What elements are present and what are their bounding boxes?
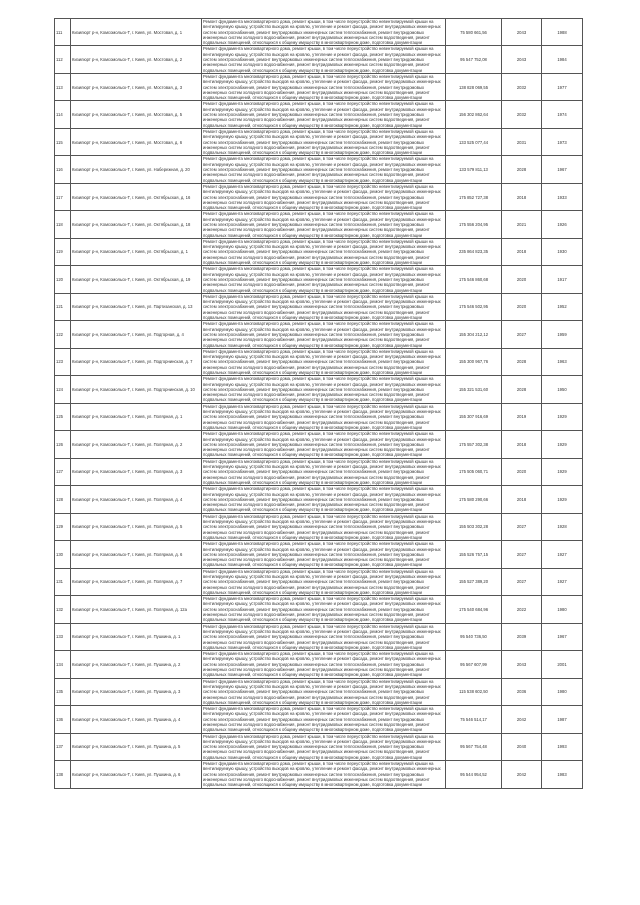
table-row (55, 568, 583, 595)
works-description-cell: Ремонт фундамента многоквартирного дома, ремонт крыши, в том числе переустройство невентилируемой крыши на вентилируемую крышу, устройство выходов на кровлю, утепление и ремонт фасада, ремонт внутридомовых инженерных систем электроснабжения, ремонт внутридомовых инженерных систем теплоснабжения, ремонт внутридомовых инженерных систем холодного водоснабжения, ремонт внутридомовых инженерных систем водоотведения, ремонт подвальных помещений, относящихся к общему имуществу в многоквартирном доме, подготовка документации (202, 651, 446, 678)
address-cell: Кизилюрт р-н, Комсомольск-Т, г. Киев, ул. Полярная, д. 6 (71, 541, 202, 568)
construction-year-cell: 1977 (542, 73, 583, 100)
table-row (55, 431, 583, 458)
cost-cell: 155 503 302,28 (446, 513, 502, 540)
construction-year-cell: 1950 (542, 376, 583, 403)
construction-year-cell: 1926 (542, 211, 583, 238)
planned-year-cell: 2028 (502, 376, 542, 403)
works-description-cell: Ремонт фундамента многоквартирного дома, ремонт крыши, в том числе переустройство невентилируемой крыши на вентилируемую крышу, устройство выходов на кровлю, утепление и ремонт фасада, ремонт внутридомовых инженерных систем электроснабжения, ремонт внутридомовых инженерных систем теплоснабжения, ремонт внутридомовых инженерных систем холодного водоснабжения, ремонт внутридомовых инженерных систем водоотведения, ремонт подвальных помещений, относящихся к общему имуществу в многоквартирном доме, подготовка документации (202, 101, 446, 128)
planned-year-cell: 2019 (502, 403, 542, 430)
table-row (55, 321, 583, 348)
planned-year-cell: 2039 (502, 623, 542, 650)
cost-cell: 75 580 661,56 (446, 19, 502, 46)
construction-year-cell: 1927 (542, 541, 583, 568)
cost-cell: 133 525 077,44 (446, 128, 502, 155)
planned-year-cell: 2043 (502, 19, 542, 46)
table-row (55, 458, 583, 485)
works-description-cell: Ремонт фундамента многоквартирного дома, ремонт крыши, в том числе переустройство невентилируемой крыши на вентилируемую крышу, устройство выходов на кровлю, утепление и ремонт фасада, ремонт внутридомовых инженерных систем электроснабжения, ремонт внутридомовых инженерных систем теплоснабжения, ремонт внутридомовых инженерных систем холодного водоснабжения, ремонт внутридомовых инженерных систем водоотведения, ремонт подвальных помещений, относящихся к общему имуществу в многоквартирном доме, подготовка документации (202, 403, 446, 430)
row-number-cell: 129 (55, 513, 71, 540)
row-number-cell: 128 (55, 486, 71, 513)
construction-year-cell: 1928 (542, 513, 583, 540)
planned-year-cell: 2020 (502, 266, 542, 293)
row-number-cell: 122 (55, 321, 71, 348)
cost-cell: 156 302 862,64 (446, 101, 502, 128)
construction-year-cell: 1967 (542, 156, 583, 183)
row-number-cell: 132 (55, 596, 71, 623)
construction-year-cell: 1917 (542, 266, 583, 293)
row-number-cell: 135 (55, 678, 71, 705)
table-row (55, 238, 583, 265)
table-row (55, 73, 583, 100)
construction-year-cell: 1933 (542, 183, 583, 210)
address-cell: Кизилюрт р-н, Комсомольск-Т, г. Киев, ул. Пушкина, д. 1 (71, 623, 202, 650)
planned-year-cell: 2043 (502, 651, 542, 678)
construction-year-cell: 1974 (542, 101, 583, 128)
address-cell: Кизилюрт р-н, Комсомольск-Т, г. Киев, ул. Набережная, д. 20 (71, 156, 202, 183)
planned-year-cell: 2027 (502, 568, 542, 595)
row-number-cell: 117 (55, 183, 71, 210)
table-row (55, 513, 583, 540)
cost-cell: 175 852 727,38 (446, 183, 502, 210)
planned-year-cell: 2018 (502, 431, 542, 458)
row-number-cell: 125 (55, 403, 71, 430)
cost-cell: 175 557 302,38 (446, 431, 502, 458)
table-row (55, 348, 583, 375)
planned-year-cell: 2018 (502, 486, 542, 513)
works-description-cell: Ремонт фундамента многоквартирного дома, ремонт крыши, в том числе переустройство невентилируемой крыши на вентилируемую крышу, устройство выходов на кровлю, утепление и ремонт фасада, ремонт внутридомовых инженерных систем электроснабжения, ремонт внутридомовых инженерных систем теплоснабжения, ремонт внутридомовых инженерных систем холодного водоснабжения, ремонт внутридомовых инженерных систем водоотведения, ремонт подвальных помещений, относящихся к общему имуществу в многоквартирном доме, подготовка документации (202, 513, 446, 540)
construction-year-cell: 1973 (542, 128, 583, 155)
planned-year-cell: 2042 (502, 706, 542, 733)
row-number-cell: 116 (55, 156, 71, 183)
construction-year-cell: 1980 (542, 596, 583, 623)
construction-year-cell: 1963 (542, 348, 583, 375)
address-cell: Кизилюрт р-н, Комсомольск-Т, г. Киев, ул. Полярная, д. 12а (71, 596, 202, 623)
works-description-cell: Ремонт фундамента многоквартирного дома, ремонт крыши, в том числе переустройство невентилируемой крыши на вентилируемую крышу, устройство выходов на кровлю, утепление и ремонт фасада, ремонт внутридомовых инженерных систем электроснабжения, ремонт внутридомовых инженерных систем теплоснабжения, ремонт внутридомовых инженерных систем холодного водоснабжения, ремонт внутридомовых инженерных систем водоотведения, ремонт подвальных помещений, относящихся к общему имуществу в многоквартирном доме, подготовка документации (202, 46, 446, 73)
planned-year-cell: 2028 (502, 348, 542, 375)
planned-year-cell: 2040 (502, 733, 542, 760)
planned-year-cell: 2018 (502, 183, 542, 210)
construction-year-cell: 1929 (542, 431, 583, 458)
works-description-cell: Ремонт фундамента многоквартирного дома, ремонт крыши, в том числе переустройство невентилируемой крыши на вентилируемую крышу, устройство выходов на кровлю, утепление и ремонт фасада, ремонт внутридомовых инженерных систем электроснабжения, ремонт внутридомовых инженерных систем теплоснабжения, ремонт внутридомовых инженерных систем холодного водоснабжения, ремонт внутридомовых инженерных систем водоотведения, ремонт подвальных помещений, относящихся к общему имуществу в многоквартирном доме, подготовка документации (202, 431, 446, 458)
row-number-cell: 130 (55, 541, 71, 568)
planned-year-cell: 2032 (502, 101, 542, 128)
cost-cell: 95 567 607,99 (446, 651, 502, 678)
address-cell: Кизилюрт р-н, Комсомольск-Т, г. Киев, ул. Октябрьская, д. 18 (71, 211, 202, 238)
address-cell: Кизилюрт р-н, Комсомольск-Т, г. Киев, ул. Полярная, д. 7 (71, 568, 202, 595)
row-number-cell: 123 (55, 348, 71, 375)
construction-year-cell: 1993 (542, 733, 583, 760)
works-description-cell: Ремонт фундамента многоквартирного дома, ремонт крыши, в том числе переустройство невентилируемой крыши на вентилируемую крышу, устройство выходов на кровлю, утепление и ремонт фасада, ремонт внутридомовых инженерных систем электроснабжения, ремонт внутридомовых инженерных систем теплоснабжения, ремонт внутридомовых инженерных систем холодного водоснабжения, ремонт внутридомовых инженерных систем водоотведения, ремонт подвальных помещений, относящихся к общему имуществу в многоквартирном доме, подготовка документации (202, 156, 446, 183)
cost-cell: 155 300 967,76 (446, 348, 502, 375)
works-description-cell: Ремонт фундамента многоквартирного дома, ремонт крыши, в том числе переустройство невентилируемой крыши на вентилируемую крышу, устройство выходов на кровлю, утепление и ремонт фасада, ремонт внутридомовых инженерных систем электроснабжения, ремонт внутридомовых инженерных систем теплоснабжения, ремонт внутридомовых инженерных систем холодного водоснабжения, ремонт внутридомовых инженерных систем водоотведения, ремонт подвальных помещений, относящихся к общему имуществу в многоквартирном доме, подготовка документации (202, 486, 446, 513)
planned-year-cell: 2022 (502, 596, 542, 623)
planned-year-cell: 2032 (502, 73, 542, 100)
cost-cell: 75 546 514,17 (446, 706, 502, 733)
construction-year-cell: 1930 (542, 238, 583, 265)
cost-cell: 175 580 290,66 (446, 486, 502, 513)
table-row (55, 541, 583, 568)
cost-cell: 115 538 602,50 (446, 678, 502, 705)
address-cell: Кизилюрт р-н, Комсомольск-Т, г. Киев, ул. Мостовая, д. 3 (71, 73, 202, 100)
address-cell: Кизилюрт р-н, Комсомольск-Т, г. Киев, ул. Октябрьская, д. 19 (71, 266, 202, 293)
works-description-cell: Ремонт фундамента многоквартирного дома, ремонт крыши, в том числе переустройство невентилируемой крыши на вентилируемую крышу, устройство выходов на кровлю, утепление и ремонт фасада, ремонт внутридомовых инженерных систем электроснабжения, ремонт внутридомовых инженерных систем теплоснабжения, ремонт внутридомовых инженерных систем холодного водоснабжения, ремонт внутридомовых инженерных систем водоотведения, ремонт подвальных помещений, относящихся к общему имуществу в многоквартирном доме, подготовка документации (202, 321, 446, 348)
works-description-cell: Ремонт фундамента многоквартирного дома, ремонт крыши, в том числе переустройство невентилируемой крыши на вентилируемую крышу, устройство выходов на кровлю, утепление и ремонт фасада, ремонт внутридомовых инженерных систем электроснабжения, ремонт внутридомовых инженерных систем теплоснабжения, ремонт внутридомовых инженерных систем холодного водоснабжения, ремонт внутридомовых инженерных систем водоотведения, ремонт подвальных помещений, относящихся к общему имуществу в многоквартирном доме, подготовка документации (202, 458, 446, 485)
address-cell: Кизилюрт р-н, Комсомольск-Т, г. Киев, ул. Подгорная, д. 4 (71, 321, 202, 348)
works-description-cell: Ремонт фундамента многоквартирного дома, ремонт крыши, в том числе переустройство невентилируемой крыши на вентилируемую крышу, устройство выходов на кровлю, утепление и ремонт фасада, ремонт внутридомовых инженерных систем электроснабжения, ремонт внутридомовых инженерных систем теплоснабжения, ремонт внутридомовых инженерных систем холодного водоснабжения, ремонт внутридомовых инженерных систем водоотведения, ремонт подвальных помещений, относящихся к общему имуществу в многоквартирном доме, подготовка документации (202, 128, 446, 155)
construction-year-cell: 1983 (542, 761, 583, 788)
table-row (55, 706, 583, 733)
row-number-cell: 119 (55, 238, 71, 265)
works-description-cell: Ремонт фундамента многоквартирного дома, ремонт крыши, в том числе переустройство невентилируемой крыши на вентилируемую крышу, устройство выходов на кровлю, утепление и ремонт фасада, ремонт внутридомовых инженерных систем электроснабжения, ремонт внутридомовых инженерных систем теплоснабжения, ремонт внутридомовых инженерных систем холодного водоснабжения, ремонт внутридомовых инженерных систем водоотведения, ремонт подвальных помещений, относящихся к общему имуществу в многоквартирном доме, подготовка документации (202, 568, 446, 595)
works-description-cell: Ремонт фундамента многоквартирного дома, ремонт крыши, в том числе переустройство невентилируемой крыши на вентилируемую крышу, устройство выходов на кровлю, утепление и ремонт фасада, ремонт внутридомовых инженерных систем электроснабжения, ремонт внутридомовых инженерных систем теплоснабжения, ремонт внутридомовых инженерных систем холодного водоснабжения, ремонт внутридомовых инженерных систем водоотведения, ремонт подвальных помещений, относящихся к общему имуществу в многоквартирном доме, подготовка документации (202, 376, 446, 403)
works-description-cell: Ремонт фундамента многоквартирного дома, ремонт крыши, в том числе переустройство невентилируемой крыши на вентилируемую крышу, устройство выходов на кровлю, утепление и ремонт фасада, ремонт внутридомовых инженерных систем электроснабжения, ремонт внутридомовых инженерных систем теплоснабжения, ремонт внутридомовых инженерных систем холодного водоснабжения, ремонт внутридомовых инженерных систем водоотведения, ремонт подвальных помещений, относящихся к общему имуществу в многоквартирном доме, подготовка документации (202, 678, 446, 705)
cost-cell: 155 526 757,15 (446, 541, 502, 568)
cost-cell: 175 546 502,95 (446, 293, 502, 320)
works-description-cell: Ремонт фундамента многоквартирного дома, ремонт крыши, в том числе переустройство невентилируемой крыши на вентилируемую крышу, устройство выходов на кровлю, утепление и ремонт фасада, ремонт внутридомовых инженерных систем электроснабжения, ремонт внутридомовых инженерных систем теплоснабжения, ремонт внутридомовых инженерных систем холодного водоснабжения, ремонт внутридомовых инженерных систем водоотведения, ремонт подвальных помещений, относящихся к общему имуществу в многоквартирном доме, подготовка документации (202, 541, 446, 568)
construction-year-cell: 1980 (542, 678, 583, 705)
address-cell: Кизилюрт р-н, Комсомольск-Т, г. Киев, ул. Мостовая, д. 1 (71, 19, 202, 46)
address-cell: Кизилюрт р-н, Комсомольск-Т, г. Киев, ул. Пушкина, д. 4 (71, 706, 202, 733)
cost-cell: 95 544 954,52 (446, 761, 502, 788)
planned-year-cell: 2027 (502, 321, 542, 348)
construction-year-cell: 2001 (542, 651, 583, 678)
cost-cell: 138 828 069,55 (446, 73, 502, 100)
address-cell: Кизилюрт р-н, Комсомольск-Т, г. Киев, ул. Полярная, д. 5 (71, 513, 202, 540)
row-number-cell: 127 (55, 458, 71, 485)
table-row (55, 19, 583, 46)
address-cell: Кизилюрт р-н, Комсомольск-Т, г. Киев, ул. Подгорнинская, д. 7 (71, 348, 202, 375)
planned-year-cell: 2020 (502, 458, 542, 485)
row-number-cell: 111 (55, 19, 71, 46)
table-row (55, 128, 583, 155)
cost-cell: 133 579 811,13 (446, 156, 502, 183)
planned-year-cell: 2031 (502, 128, 542, 155)
row-number-cell: 126 (55, 431, 71, 458)
construction-year-cell: 1929 (542, 458, 583, 485)
works-description-cell: Ремонт фундамента многоквартирного дома, ремонт крыши, в том числе переустройство невентилируемой крыши на вентилируемую крышу, устройство выходов на кровлю, утепление и ремонт фасада, ремонт внутридомовых инженерных систем электроснабжения, ремонт внутридомовых инженерных систем теплоснабжения, ремонт внутридомовых инженерных систем холодного водоснабжения, ремонт внутридомовых инженерных систем водоотведения, ремонт подвальных помещений, относящихся к общему имуществу в многоквартирном доме, подготовка документации (202, 706, 446, 733)
address-cell: Кизилюрт р-н, Комсомольск-Т, г. Киев, ул. Полярная, д. 2 (71, 431, 202, 458)
construction-year-cell: 1967 (542, 623, 583, 650)
address-cell: Кизилюрт р-н, Комсомольск-Т, г. Киев, ул. Мостовая, д. 5 (71, 101, 202, 128)
address-cell: Кизилюрт р-н, Комсомольск-Т, г. Киев, ул. Полярная, д. 1 (71, 403, 202, 430)
repair-program-table (54, 18, 583, 789)
cost-cell: 95 567 754,48 (446, 733, 502, 760)
works-description-cell: Ремонт фундамента многоквартирного дома, ремонт крыши, в том числе переустройство невентилируемой крыши на вентилируемую крышу, устройство выходов на кровлю, утепление и ремонт фасада, ремонт внутридомовых инженерных систем электроснабжения, ремонт внутридомовых инженерных систем теплоснабжения, ремонт внутридомовых инженерных систем холодного водоснабжения, ремонт внутридомовых инженерных систем водоотведения, ремонт подвальных помещений, относящихся к общему имуществу в многоквартирном доме, подготовка документации (202, 73, 446, 100)
address-cell: Кизилюрт р-н, Комсомольск-Т, г. Киев, ул. Пушкина, д. 5 (71, 733, 202, 760)
table-row (55, 623, 583, 650)
address-cell: Кизилюрт р-н, Комсомольск-Т, г. Киев, ул. Полярная, д. 4 (71, 486, 202, 513)
address-cell: Кизилюрт р-н, Комсомольск-Т, г. Киев, ул. Октябрьская, д. 16 (71, 183, 202, 210)
address-cell: Кизилюрт р-н, Комсомольск-Т, г. Киев, ул. Пушкина, д. 2 (71, 651, 202, 678)
row-number-cell: 118 (55, 211, 71, 238)
planned-year-cell: 2027 (502, 513, 542, 540)
address-cell: Кизилюрт р-н, Комсомольск-Т, г. Киев, ул. Пушкина, д. 6 (71, 761, 202, 788)
row-number-cell: 138 (55, 761, 71, 788)
address-cell: Кизилюрт р-н, Комсомольск-Т, г. Киев, ул. Партизанская, д. 13 (71, 293, 202, 320)
table-row (55, 211, 583, 238)
planned-year-cell: 2020 (502, 293, 542, 320)
table-row (55, 293, 583, 320)
construction-year-cell: 1929 (542, 403, 583, 430)
row-number-cell: 124 (55, 376, 71, 403)
table-row (55, 486, 583, 513)
row-number-cell: 121 (55, 293, 71, 320)
table-row (55, 46, 583, 73)
cost-cell: 155 321 531,60 (446, 376, 502, 403)
cost-cell: 175 556 204,95 (446, 211, 502, 238)
row-number-cell: 136 (55, 706, 71, 733)
row-number-cell: 113 (55, 73, 71, 100)
cost-cell: 95 547 752,08 (446, 46, 502, 73)
cost-cell: 175 546 860,68 (446, 266, 502, 293)
planned-year-cell: 2036 (502, 678, 542, 705)
works-description-cell: Ремонт фундамента многоквартирного дома, ремонт крыши, в том числе переустройство невентилируемой крыши на вентилируемую крышу, устройство выходов на кровлю, утепление и ремонт фасада, ремонт внутридомовых инженерных систем электроснабжения, ремонт внутридомовых инженерных систем теплоснабжения, ремонт внутридомовых инженерных систем холодного водоснабжения, ремонт внутридомовых инженерных систем водоотведения, ремонт подвальных помещений, относящихся к общему имуществу в многоквартирном доме, подготовка документации (202, 733, 446, 760)
works-description-cell: Ремонт фундамента многоквартирного дома, ремонт крыши, в том числе переустройство невентилируемой крыши на вентилируемую крышу, устройство выходов на кровлю, утепление и ремонт фасада, ремонт внутридомовых инженерных систем электроснабжения, ремонт внутридомовых инженерных систем теплоснабжения, ремонт внутридомовых инженерных систем холодного водоснабжения, ремонт внутридомовых инженерных систем водоотведения, ремонт подвальных помещений, относящихся к общему имуществу в многоквартирном доме, подготовка документации (202, 183, 446, 210)
address-cell: Кизилюрт р-н, Комсомольск-Т, г. Киев, ул. Октябрьская, д. 1 (71, 238, 202, 265)
table-row (55, 403, 583, 430)
cost-cell: 155 307 916,69 (446, 403, 502, 430)
table-row (55, 101, 583, 128)
construction-year-cell: 1952 (542, 293, 583, 320)
works-description-cell: Ремонт фундамента многоквартирного дома, ремонт крыши, в том числе переустройство невентилируемой крыши на вентилируемую крышу, устройство выходов на кровлю, утепление и ремонт фасада, ремонт внутридомовых инженерных систем электроснабжения, ремонт внутридомовых инженерных систем теплоснабжения, ремонт внутридомовых инженерных систем холодного водоснабжения, ремонт внутридомовых инженерных систем водоотведения, ремонт подвальных помещений, относящихся к общему имуществу в многоквартирном доме, подготовка документации (202, 293, 446, 320)
cost-cell: 175 505 060,71 (446, 458, 502, 485)
table-row (55, 183, 583, 210)
cost-cell: 155 527 389,20 (446, 568, 502, 595)
row-number-cell: 131 (55, 568, 71, 595)
row-number-cell: 112 (55, 46, 71, 73)
cost-cell: 235 864 823,35 (446, 238, 502, 265)
address-cell: Кизилюрт р-н, Комсомольск-Т, г. Киев, ул. Мостовая, д. 6 (71, 128, 202, 155)
row-number-cell: 133 (55, 623, 71, 650)
construction-year-cell: 1929 (542, 486, 583, 513)
address-cell: Кизилюрт р-н, Комсомольск-Т, г. Киев, ул. Пушкина, д. 3 (71, 678, 202, 705)
construction-year-cell: 1988 (542, 19, 583, 46)
cost-cell: 155 304 212,12 (446, 321, 502, 348)
works-description-cell: Ремонт фундамента многоквартирного дома, ремонт крыши, в том числе переустройство невентилируемой крыши на вентилируемую крышу, устройство выходов на кровлю, утепление и ремонт фасада, ремонт внутридомовых инженерных систем электроснабжения, ремонт внутридомовых инженерных систем теплоснабжения, ремонт внутридомовых инженерных систем холодного водоснабжения, ремонт внутридомовых инженерных систем водоотведения, ремонт подвальных помещений, относящихся к общему имуществу в многоквартирном доме, подготовка документации (202, 211, 446, 238)
table-row (55, 376, 583, 403)
address-cell: Кизилюрт р-н, Комсомольск-Т, г. Киев, ул. Полярная, д. 3 (71, 458, 202, 485)
planned-year-cell: 2027 (502, 541, 542, 568)
planned-year-cell: 2028 (502, 156, 542, 183)
construction-year-cell: 1959 (542, 321, 583, 348)
works-description-cell: Ремонт фундамента многоквартирного дома, ремонт крыши, в том числе переустройство невентилируемой крыши на вентилируемую крышу, устройство выходов на кровлю, утепление и ремонт фасада, ремонт внутридомовых инженерных систем электроснабжения, ремонт внутридомовых инженерных систем теплоснабжения, ремонт внутридомовых инженерных систем холодного водоснабжения, ремонт внутридомовых инженерных систем водоотведения, ремонт подвальных помещений, относящихся к общему имуществу в многоквартирном доме, подготовка документации (202, 266, 446, 293)
table-row (55, 761, 583, 788)
planned-year-cell: 2042 (502, 761, 542, 788)
row-number-cell: 134 (55, 651, 71, 678)
table-row (55, 596, 583, 623)
table-row (55, 678, 583, 705)
works-description-cell: Ремонт фундамента многоквартирного дома, ремонт крыши, в том числе переустройство невентилируемой крыши на вентилируемую крышу, устройство выходов на кровлю, утепление и ремонт фасада, ремонт внутридомовых инженерных систем электроснабжения, ремонт внутридомовых инженерных систем теплоснабжения, ремонт внутридомовых инженерных систем холодного водоснабжения, ремонт внутридомовых инженерных систем водоотведения, ремонт подвальных помещений, относящихся к общему имуществу в многоквартирном доме, подготовка документации (202, 238, 446, 265)
works-description-cell: Ремонт фундамента многоквартирного дома, ремонт крыши, в том числе переустройство невентилируемой крыши на вентилируемую крышу, устройство выходов на кровлю, утепление и ремонт фасада, ремонт внутридомовых инженерных систем электроснабжения, ремонт внутридомовых инженерных систем теплоснабжения, ремонт внутридомовых инженерных систем холодного водоснабжения, ремонт внутридомовых инженерных систем водоотведения, ремонт подвальных помещений, относящихся к общему имуществу в многоквартирном доме, подготовка документации (202, 348, 446, 375)
construction-year-cell: 1927 (542, 568, 583, 595)
construction-year-cell: 1984 (542, 46, 583, 73)
table-row (55, 156, 583, 183)
table-row (55, 266, 583, 293)
row-number-cell: 120 (55, 266, 71, 293)
works-description-cell: Ремонт фундамента многоквартирного дома, ремонт крыши, в том числе переустройство невентилируемой крыши на вентилируемую крышу, устройство выходов на кровлю, утепление и ремонт фасада, ремонт внутридомовых инженерных систем электроснабжения, ремонт внутридомовых инженерных систем теплоснабжения, ремонт внутридомовых инженерных систем холодного водоснабжения, ремонт внутридомовых инженерных систем водоотведения, ремонт подвальных помещений, относящихся к общему имуществу в многоквартирном доме, подготовка документации (202, 19, 446, 46)
row-number-cell: 115 (55, 128, 71, 155)
table-row (55, 651, 583, 678)
planned-year-cell: 2021 (502, 211, 542, 238)
planned-year-cell: 2018 (502, 238, 542, 265)
works-description-cell: Ремонт фундамента многоквартирного дома, ремонт крыши, в том числе переустройство невентилируемой крыши на вентилируемую крышу, устройство выходов на кровлю, утепление и ремонт фасада, ремонт внутридомовых инженерных систем электроснабжения, ремонт внутридомовых инженерных систем теплоснабжения, ремонт внутридомовых инженерных систем холодного водоснабжения, ремонт внутридомовых инженерных систем водоотведения, ремонт подвальных помещений, относящихся к общему имуществу в многоквартирном доме, подготовка документации (202, 761, 446, 788)
works-description-cell: Ремонт фундамента многоквартирного дома, ремонт крыши, в том числе переустройство невентилируемой крыши на вентилируемую крышу, устройство выходов на кровлю, утепление и ремонт фасада, ремонт внутридомовых инженерных систем электроснабжения, ремонт внутридомовых инженерных систем теплоснабжения, ремонт внутридомовых инженерных систем холодного водоснабжения, ремонт внутридомовых инженерных систем водоотведения, ремонт подвальных помещений, относящихся к общему имуществу в многоквартирном доме, подготовка документации (202, 596, 446, 623)
address-cell: Кизилюрт р-н, Комсомольск-Т, г. Киев, ул. Мостовая, д. 2 (71, 46, 202, 73)
planned-year-cell: 2043 (502, 46, 542, 73)
table-body (55, 19, 583, 789)
table-row (55, 733, 583, 760)
address-cell: Кизилюрт р-н, Комсомольск-Т, г. Киев, ул. Подгорнинская, д. 10 (71, 376, 202, 403)
row-number-cell: 137 (55, 733, 71, 760)
construction-year-cell: 1987 (542, 706, 583, 733)
cost-cell: 175 540 684,96 (446, 596, 502, 623)
cost-cell: 95 540 736,50 (446, 623, 502, 650)
row-number-cell: 114 (55, 101, 71, 128)
works-description-cell: Ремонт фундамента многоквартирного дома, ремонт крыши, в том числе переустройство невентилируемой крыши на вентилируемую крышу, устройство выходов на кровлю, утепление и ремонт фасада, ремонт внутридомовых инженерных систем электроснабжения, ремонт внутридомовых инженерных систем теплоснабжения, ремонт внутридомовых инженерных систем холодного водоснабжения, ремонт внутридомовых инженерных систем водоотведения, ремонт подвальных помещений, относящихся к общему имуществу в многоквартирном доме, подготовка документации (202, 623, 446, 650)
